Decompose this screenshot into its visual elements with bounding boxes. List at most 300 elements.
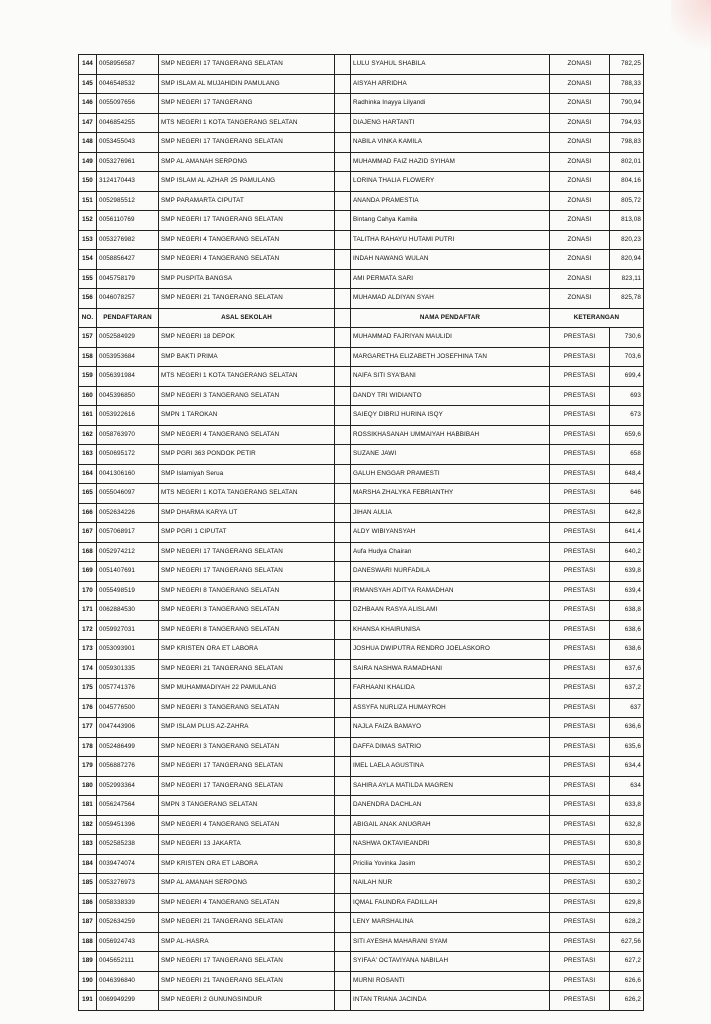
school-name: SMP NEGERI 18 DEPOK [159, 328, 335, 348]
remark: PRESTASI [550, 484, 610, 504]
row-number: 162 [79, 425, 97, 445]
registration-number: 0052634259 [97, 913, 159, 933]
remark: PRESTASI [550, 425, 610, 445]
applicant-name: SYIFAA' OCTAVIYANA NABILAH [351, 952, 550, 972]
remark: PRESTASI [550, 386, 610, 406]
table-row [79, 425, 644, 445]
table-row [79, 289, 644, 309]
gap-cell [335, 698, 351, 718]
applicant-name: Pricilia Yovinka Jasim [351, 854, 550, 874]
gap-cell [335, 445, 351, 465]
school-name: SMP NEGERI 21 TANGERANG SELATAN [159, 289, 335, 309]
table-row [79, 581, 644, 601]
registration-number: 0069949299 [97, 991, 159, 1011]
score: 642,8 [610, 503, 644, 523]
registration-number: 0053922616 [97, 406, 159, 426]
row-number: 178 [79, 737, 97, 757]
registration-number: 0051407691 [97, 562, 159, 582]
row-number: 167 [79, 523, 97, 543]
remark: PRESTASI [550, 562, 610, 582]
row-number: 179 [79, 757, 97, 777]
registration-sheet [78, 54, 643, 1011]
row-number: 183 [79, 835, 97, 855]
applicant-name: INDAH NAWANG WULAN [351, 250, 550, 270]
table-row [79, 757, 644, 777]
score: 802,01 [610, 152, 644, 172]
remark: PRESTASI [550, 523, 610, 543]
registration-number: 0053276973 [97, 874, 159, 894]
gap-cell [335, 152, 351, 172]
prestasi-rows [79, 328, 644, 1011]
applicant-name: FARHAANI KHALIDA [351, 679, 550, 699]
school-name: SMP ISLAM AL MUJAHIDIN PAMULANG [159, 74, 335, 94]
row-number: 170 [79, 581, 97, 601]
table-row [79, 74, 644, 94]
gap-cell [335, 542, 351, 562]
row-number: 163 [79, 445, 97, 465]
gap-cell [335, 737, 351, 757]
registration-table [78, 54, 644, 1011]
gap-cell [335, 659, 351, 679]
gap-cell [335, 581, 351, 601]
remark: ZONASI [550, 250, 610, 270]
row-number: 189 [79, 952, 97, 972]
applicant-name: AMI PERMATA SARI [351, 269, 550, 289]
applicant-name: JOSHUA DWIPUTRA RENDRO JOELASKORO [351, 640, 550, 660]
registration-number: 0046078257 [97, 289, 159, 309]
row-number: 151 [79, 191, 97, 211]
applicant-name: SUZANE JAWI [351, 445, 550, 465]
row-number: 174 [79, 659, 97, 679]
applicant-name: ABIGAIL ANAK ANUGRAH [351, 815, 550, 835]
remark: PRESTASI [550, 445, 610, 465]
table-row [79, 796, 644, 816]
gap-cell [335, 796, 351, 816]
score: 659,6 [610, 425, 644, 445]
table-row [79, 620, 644, 640]
table-row [79, 718, 644, 738]
table-row [79, 191, 644, 211]
registration-number: 0053093901 [97, 640, 159, 660]
school-name: SMP NEGERI 17 TANGERANG SELATAN [159, 211, 335, 231]
row-number: 191 [79, 991, 97, 1011]
remark: PRESTASI [550, 737, 610, 757]
remark: PRESTASI [550, 698, 610, 718]
registration-number: 0056110769 [97, 211, 159, 231]
gap-cell [335, 874, 351, 894]
table-header [79, 308, 644, 328]
row-number: 164 [79, 464, 97, 484]
applicant-name: DANESWARI NURFADILA [351, 562, 550, 582]
gap-cell [335, 503, 351, 523]
school-name: SMP NEGERI 4 TANGERANG SELATAN [159, 250, 335, 270]
registration-number: 0057741376 [97, 679, 159, 699]
applicant-name: ASSYFA NURLIZA HUMAYROH [351, 698, 550, 718]
row-number: 147 [79, 113, 97, 133]
remark: PRESTASI [550, 464, 610, 484]
score: 823,11 [610, 269, 644, 289]
table-row [79, 835, 644, 855]
score: 646 [610, 484, 644, 504]
score: 658 [610, 445, 644, 465]
gap-cell [335, 328, 351, 348]
school-name: SMP NEGERI 8 TANGERANG SELATAN [159, 620, 335, 640]
applicant-name: SAIEQY DIBRIJ HURINA ISQY [351, 406, 550, 426]
score: 634 [610, 776, 644, 796]
remark: ZONASI [550, 55, 610, 75]
remark: PRESTASI [550, 328, 610, 348]
school-name: SMP ISLAM PLUS AZ-ZAHRA [159, 718, 335, 738]
applicant-name: IQMAL FAUNDRA FADILLAH [351, 893, 550, 913]
applicant-name: NAJLA FAIZA BAMAYO [351, 718, 550, 738]
school-name: SMP NEGERI 3 TANGERANG SELATAN [159, 601, 335, 621]
row-number: 149 [79, 152, 97, 172]
school-name: SMP NEGERI 21 TANGERANG SELATAN [159, 913, 335, 933]
registration-number: 0046396840 [97, 971, 159, 991]
registration-number: 0052974212 [97, 542, 159, 562]
registration-number: 0062884530 [97, 601, 159, 621]
remark: PRESTASI [550, 757, 610, 777]
remark: PRESTASI [550, 796, 610, 816]
applicant-name: KHANSA KHAIRUNISA [351, 620, 550, 640]
remark: ZONASI [550, 269, 610, 289]
table-row [79, 464, 644, 484]
row-number: 188 [79, 932, 97, 952]
gap-cell [335, 230, 351, 250]
score: 638,8 [610, 601, 644, 621]
header-pendaftaran: PENDAFTARAN [97, 308, 159, 328]
header-nama-pendaftar: NAMA PENDAFTAR [351, 308, 550, 328]
registration-number: 0059301335 [97, 659, 159, 679]
school-name: SMP NEGERI 17 TANGERANG SELATAN [159, 562, 335, 582]
gap-cell [335, 386, 351, 406]
registration-number: 0052993364 [97, 776, 159, 796]
score: 630,8 [610, 835, 644, 855]
remark: ZONASI [550, 191, 610, 211]
table-row [79, 211, 644, 231]
gap-cell [335, 55, 351, 75]
row-number: 175 [79, 679, 97, 699]
row-number: 177 [79, 718, 97, 738]
registration-number: 0047443906 [97, 718, 159, 738]
table-row [79, 991, 644, 1011]
row-number: 187 [79, 913, 97, 933]
remark: PRESTASI [550, 503, 610, 523]
applicant-name: Radhinka Inayya Lilyandi [351, 94, 550, 114]
applicant-name: MUHAMMAD FAJRIYAN MAULIDI [351, 328, 550, 348]
row-number: 182 [79, 815, 97, 835]
school-name: SMP NEGERI 17 TANGERANG SELATAN [159, 55, 335, 75]
applicant-name: SAIRA NASHWA RAMADHANI [351, 659, 550, 679]
applicant-name: GALUH ENGGAR PRAMESTI [351, 464, 550, 484]
applicant-name: IMEL LAELA AGUSTINA [351, 757, 550, 777]
table-row [79, 503, 644, 523]
registration-number: 0045776500 [97, 698, 159, 718]
school-name: SMP BAKTI PRIMA [159, 347, 335, 367]
remark: PRESTASI [550, 718, 610, 738]
gap-cell [335, 172, 351, 192]
remark: ZONASI [550, 152, 610, 172]
registration-number: 0058856427 [97, 250, 159, 270]
header-no: NO. [79, 308, 97, 328]
applicant-name: NASHWA OKTAVIEANDRI [351, 835, 550, 855]
row-number: 145 [79, 74, 97, 94]
table-row [79, 562, 644, 582]
gap-cell [335, 679, 351, 699]
table-row [79, 445, 644, 465]
table-row [79, 640, 644, 660]
school-name: SMP DHARMA KARYA UT [159, 503, 335, 523]
score: 637 [610, 698, 644, 718]
score: 641,4 [610, 523, 644, 543]
school-name: SMP NEGERI 21 TANGERANG SELATAN [159, 971, 335, 991]
registration-number: 0058763970 [97, 425, 159, 445]
score: 627,2 [610, 952, 644, 972]
zonasi-rows [79, 55, 644, 309]
table-row [79, 893, 644, 913]
school-name: SMP MUHAMMADIYAH 22 PAMULANG [159, 679, 335, 699]
score: 804,16 [610, 172, 644, 192]
row-number: 185 [79, 874, 97, 894]
registration-number: 0046548532 [97, 74, 159, 94]
school-name: SMP NEGERI 17 TANGERANG SELATAN [159, 757, 335, 777]
table-row [79, 523, 644, 543]
table-row [79, 250, 644, 270]
gap-cell [335, 133, 351, 153]
table-row [79, 406, 644, 426]
row-number: 181 [79, 796, 97, 816]
gap-cell [335, 367, 351, 387]
row-number: 146 [79, 94, 97, 114]
score: 699,4 [610, 367, 644, 387]
gap-cell [335, 854, 351, 874]
gap-cell [335, 406, 351, 426]
school-name: SMP AL AMANAH SERPONG [159, 874, 335, 894]
table-row [79, 55, 644, 75]
remark: PRESTASI [550, 679, 610, 699]
school-name: SMP NEGERI 2 GUNUNGSINDUR [159, 991, 335, 1011]
remark: PRESTASI [550, 640, 610, 660]
school-name: SMP NEGERI 17 TANGERANG [159, 94, 335, 114]
row-number: 166 [79, 503, 97, 523]
registration-number: 0045396850 [97, 386, 159, 406]
registration-number: 0052584929 [97, 328, 159, 348]
school-name: SMP NEGERI 4 TANGERANG SELATAN [159, 230, 335, 250]
remark: PRESTASI [550, 542, 610, 562]
table-row [79, 152, 644, 172]
score: 638,6 [610, 620, 644, 640]
row-number: 161 [79, 406, 97, 426]
school-name: MTS NEGERI 1 KOTA TANGERANG SELATAN [159, 367, 335, 387]
school-name: SMP NEGERI 17 TANGERANG SELATAN [159, 952, 335, 972]
table-row [79, 601, 644, 621]
score: 638,6 [610, 640, 644, 660]
row-number: 171 [79, 601, 97, 621]
school-name: SMP NEGERI 8 TANGERANG SELATAN [159, 581, 335, 601]
table-row [79, 484, 644, 504]
row-number: 150 [79, 172, 97, 192]
registration-number: 0052634226 [97, 503, 159, 523]
remark: PRESTASI [550, 991, 610, 1011]
school-name: SMP KRISTEN ORA ET LABORA [159, 854, 335, 874]
school-name: SMP NEGERI 21 TANGERANG SELATAN [159, 659, 335, 679]
table-row [79, 776, 644, 796]
table-row [79, 133, 644, 153]
registration-number: 0058338339 [97, 893, 159, 913]
applicant-name: Aufa Hudya Chairan [351, 542, 550, 562]
score: 782,25 [610, 55, 644, 75]
table-row [79, 932, 644, 952]
remark: PRESTASI [550, 620, 610, 640]
applicant-name: SITI AYESHA MAHARANI SYAM [351, 932, 550, 952]
registration-number: 0053455043 [97, 133, 159, 153]
table-row [79, 230, 644, 250]
score: 805,72 [610, 191, 644, 211]
score: 693 [610, 386, 644, 406]
remark: ZONASI [550, 172, 610, 192]
row-number: 155 [79, 269, 97, 289]
gap-cell [335, 718, 351, 738]
score: 629,8 [610, 893, 644, 913]
applicant-name: LORINA THALIA FLOWERY [351, 172, 550, 192]
school-name: SMP NEGERI 17 TANGERANG SELATAN [159, 542, 335, 562]
registration-number: 0055046097 [97, 484, 159, 504]
school-name: SMP NEGERI 13 JAKARTA [159, 835, 335, 855]
applicant-name: DIAJENG HARTANTI [351, 113, 550, 133]
applicant-name: ANANDA PRAMESTIA [351, 191, 550, 211]
table-row [79, 113, 644, 133]
registration-number: 0039474074 [97, 854, 159, 874]
remark: PRESTASI [550, 347, 610, 367]
score: 626,2 [610, 991, 644, 1011]
school-name: MTS NEGERI 1 KOTA TANGERANG SELATAN [159, 113, 335, 133]
school-name: SMP AL AMANAH SERPONG [159, 152, 335, 172]
school-name: SMP NEGERI 3 TANGERANG SELATAN [159, 698, 335, 718]
table-row [79, 952, 644, 972]
applicant-name: ROSSIKHASANAH UMMAIYAH HABBIBAH [351, 425, 550, 445]
registration-number: 0058956587 [97, 55, 159, 75]
score: 626,6 [610, 971, 644, 991]
remark: PRESTASI [550, 776, 610, 796]
remark: PRESTASI [550, 913, 610, 933]
table-row [79, 94, 644, 114]
school-name: SMP PUSPITA BANGSA [159, 269, 335, 289]
gap-cell [335, 289, 351, 309]
table-row [79, 874, 644, 894]
remark: PRESTASI [550, 367, 610, 387]
applicant-name: JIHAN AULIA [351, 503, 550, 523]
score: 628,2 [610, 913, 644, 933]
row-number: 154 [79, 250, 97, 270]
gap-cell [335, 913, 351, 933]
header-keterangan: KETERANGAN [550, 308, 644, 328]
gap-cell [335, 932, 351, 952]
applicant-name: MURNI ROSANTI [351, 971, 550, 991]
remark: PRESTASI [550, 854, 610, 874]
registration-number: 0052486499 [97, 737, 159, 757]
applicant-name: MARGARETHA ELIZABETH JOSEFHINA TAN [351, 347, 550, 367]
gap-cell [335, 211, 351, 231]
school-name: SMPN 1 TAROKAN [159, 406, 335, 426]
table-row [79, 854, 644, 874]
row-number: 172 [79, 620, 97, 640]
gap-cell [335, 601, 351, 621]
remark: ZONASI [550, 211, 610, 231]
school-name: SMP PARAMARTA CIPUTAT [159, 191, 335, 211]
registration-number: 0056391984 [97, 367, 159, 387]
row-number: 152 [79, 211, 97, 231]
school-name: SMP PGRI 1 CIPUTAT [159, 523, 335, 543]
row-number: 176 [79, 698, 97, 718]
table-row [79, 913, 644, 933]
school-name: SMP NEGERI 4 TANGERANG SELATAN [159, 815, 335, 835]
gap-cell [335, 757, 351, 777]
score: 627,56 [610, 932, 644, 952]
score: 790,94 [610, 94, 644, 114]
registration-number: 0045758179 [97, 269, 159, 289]
school-name: SMP NEGERI 17 TANGERANG SELATAN [159, 776, 335, 796]
score: 703,6 [610, 347, 644, 367]
applicant-name: NABILA VINKA KAMILA [351, 133, 550, 153]
gap-cell [335, 464, 351, 484]
score: 634,4 [610, 757, 644, 777]
applicant-name: NAIFA SITI SYA'BANI [351, 367, 550, 387]
score: 639,4 [610, 581, 644, 601]
applicant-name: TALITHA RAHAYU HUTAMI PUTRI [351, 230, 550, 250]
school-name: SMP NEGERI 4 TANGERANG SELATAN [159, 425, 335, 445]
table-row [79, 367, 644, 387]
registration-number: 0052585238 [97, 835, 159, 855]
registration-number: 0045652111 [97, 952, 159, 972]
score: 813,08 [610, 211, 644, 231]
table-row [79, 679, 644, 699]
gap-cell [335, 250, 351, 270]
remark: ZONASI [550, 289, 610, 309]
registration-number: 0046854255 [97, 113, 159, 133]
gap-cell [335, 952, 351, 972]
gap-cell [335, 484, 351, 504]
registration-number: 0056887276 [97, 757, 159, 777]
remark: PRESTASI [550, 659, 610, 679]
applicant-name: DZHBAAN RASYA ALISLAMI [351, 601, 550, 621]
remark: ZONASI [550, 74, 610, 94]
school-name: SMPN 3 TANGERANG SELATAN [159, 796, 335, 816]
row-number: 160 [79, 386, 97, 406]
remark: PRESTASI [550, 952, 610, 972]
score: 630,2 [610, 854, 644, 874]
remark: PRESTASI [550, 874, 610, 894]
school-name: SMP Islamiyah Serua [159, 464, 335, 484]
gap-cell [335, 835, 351, 855]
applicant-name: MUHAMMAD FAIZ HAZID SYIHAM [351, 152, 550, 172]
school-name: SMP ISLAM AL AZHAR 25 PAMULANG [159, 172, 335, 192]
remark: ZONASI [550, 230, 610, 250]
registration-number: 0056247564 [97, 796, 159, 816]
school-name: SMP AL-HASRA [159, 932, 335, 952]
applicant-name: SAHIRA AYLA MATILDA MAGREN [351, 776, 550, 796]
score: 639,8 [610, 562, 644, 582]
remark: PRESTASI [550, 971, 610, 991]
school-name: SMP NEGERI 4 TANGERANG SELATAN [159, 893, 335, 913]
page-corner-glare [671, 0, 711, 60]
row-number: 169 [79, 562, 97, 582]
score: 794,93 [610, 113, 644, 133]
table-row [79, 971, 644, 991]
score: 673 [610, 406, 644, 426]
row-number: 184 [79, 854, 97, 874]
row-number: 173 [79, 640, 97, 660]
applicant-name: INTAN TRIANA JACINDA [351, 991, 550, 1011]
